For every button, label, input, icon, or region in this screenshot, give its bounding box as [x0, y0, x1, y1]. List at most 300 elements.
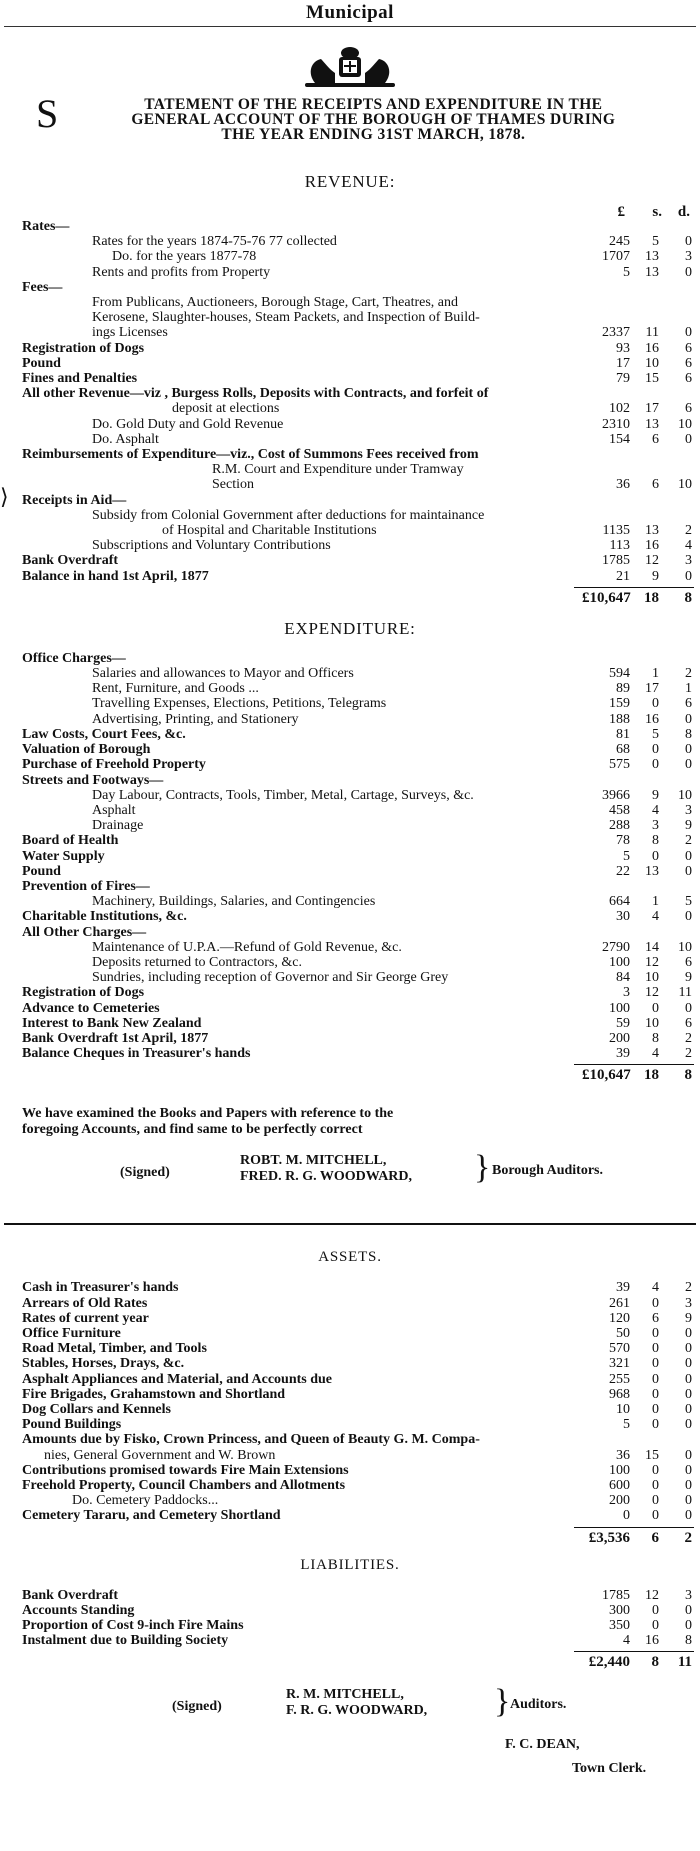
section-divider [4, 1223, 696, 1225]
expenditure-row [0, 712, 700, 727]
assets-amount-shillings: 15 [645, 1447, 659, 1463]
expenditure-row [0, 696, 700, 711]
expenditure-row [0, 757, 700, 772]
expenditure-row [0, 788, 700, 803]
assets-amount-pence: 0 [685, 1325, 692, 1341]
expenditure-row [0, 742, 700, 757]
assets-amount-shillings: 0 [652, 1295, 659, 1311]
expenditure-amount-pence: 6 [685, 1015, 692, 1031]
assets-row [0, 1326, 700, 1341]
expenditure-row-label: Maintenance of U.P.A.—Refund of Gold Revenue, &c. [92, 939, 402, 955]
expenditure-amount-shillings: 12 [645, 985, 659, 1001]
assets-amount-pounds: 255 [609, 1371, 630, 1387]
liabilities-amount-shillings: 16 [645, 1633, 659, 1649]
liabilities-amount-pence: 0 [685, 1602, 692, 1618]
expenditure-amount-pounds: 664 [609, 894, 630, 910]
expenditure-amount-pence: 2 [685, 1030, 692, 1046]
expenditure-amount-pounds: 30 [616, 909, 630, 925]
assets-amount-pounds: 321 [609, 1356, 630, 1372]
revenue-row [0, 280, 700, 295]
auditor-name-1: ROBT. M. MITCHELL, [240, 1153, 387, 1169]
assets-amount-pounds: 600 [609, 1478, 630, 1493]
expenditure-amount-pence: 0 [685, 742, 692, 758]
assets-row-label: nies, General Government and W. Brown [44, 1447, 276, 1463]
revenue-row [0, 325, 700, 340]
expenditure-row [0, 818, 700, 833]
assets-amount-shillings: 0 [652, 1493, 659, 1509]
expenditure-amount-shillings: 0 [652, 742, 659, 758]
expenditure-row-amount [582, 910, 692, 925]
expenditure-row-label: Deposits returned to Contractors, &c. [92, 954, 302, 970]
liabilities-amount-pence: 8 [685, 1633, 692, 1649]
liabilities-row [0, 1618, 700, 1633]
assets-amount-shillings: 0 [652, 1508, 659, 1524]
revenue-amount-pence: 0 [685, 568, 692, 584]
assets-row [0, 1341, 700, 1356]
expenditure-row [0, 955, 700, 970]
revenue-row [0, 538, 700, 553]
assets-total-pence: 2 [684, 1529, 692, 1546]
expenditure-amount-pounds: 575 [609, 757, 630, 773]
revenue-row [0, 447, 700, 462]
revenue-row-label: Pound [22, 355, 61, 371]
assets-amount-pence: 0 [685, 1371, 692, 1387]
expenditure-amount-pounds: 458 [609, 802, 630, 818]
assets-amount-pence: 0 [685, 1462, 692, 1478]
assets-amount-pounds: 0 [623, 1508, 630, 1524]
expenditure-amount-shillings: 1 [652, 666, 659, 682]
expenditure-amount-pounds: 3966 [602, 787, 630, 803]
expenditure-row-label: Rent, Furniture, and Goods ... [92, 681, 259, 697]
margin-bracket-icon: ⟩ [0, 483, 9, 509]
liabilities-amount-pounds: 4 [623, 1633, 630, 1649]
revenue-row-label: R.M. Court and Expenditure under Tramway [212, 462, 464, 478]
liabilities-amount-shillings: 0 [652, 1618, 659, 1634]
expenditure-amount-shillings: 10 [645, 970, 659, 986]
assets-row-label: Pound Buildings [22, 1417, 122, 1433]
assets-amount-pence: 2 [685, 1280, 692, 1296]
liabilities-heading: LIABILITIES. [300, 1556, 400, 1573]
clerk-name: F. C. DEAN, [505, 1737, 580, 1753]
revenue-row-amount [582, 554, 692, 569]
revenue-amount-shillings: 13 [645, 249, 659, 265]
expenditure-row-label: Sundries, including reception of Governor and Sir George Grey [92, 970, 449, 986]
revenue-amount-shillings: 13 [645, 523, 659, 539]
expenditure-row-amount [582, 803, 692, 818]
assets-amount-pence: 0 [685, 1341, 692, 1357]
assets-row-amount [582, 1357, 692, 1372]
revenue-amount-shillings: 5 [652, 234, 659, 250]
expenditure-amount-pence: 0 [685, 909, 692, 925]
revenue-row [0, 234, 700, 249]
auditors-signature-block [0, 1149, 700, 1193]
revenue-amount-pounds: 5 [623, 264, 630, 280]
revenue-row-label: Receipts in Aid— [22, 492, 127, 508]
signed-label: (Signed) [120, 1165, 170, 1181]
revenue-amount-pence: 10 [678, 416, 692, 432]
expenditure-amount-shillings: 14 [645, 939, 659, 955]
revenue-row-amount [582, 371, 692, 386]
expenditure-amount-pence: 0 [685, 757, 692, 773]
expenditure-row-amount [582, 697, 692, 712]
assets-row-label: Stables, Horses, Drays, &c. [22, 1356, 185, 1372]
assets-row-label: Amounts due by Fisko, Crown Princess, and Queen of Beauty G. M. Compa- [22, 1432, 480, 1448]
liabilities-row-amount [582, 1603, 692, 1618]
expenditure-row-label: Purchase of Freehold Property [22, 757, 206, 773]
brace-icon: } [474, 1149, 491, 1187]
liabilities-row-label: Accounts Standing [22, 1602, 135, 1618]
expenditure-row-label: Bank Overdraft 1st April, 1877 [22, 1030, 209, 1046]
expenditure-row-amount [582, 834, 692, 849]
liabilities-total-pounds: £2,440 [588, 1654, 630, 1671]
revenue-row-label: Fines and Penalties [22, 371, 138, 387]
expenditure-amount-pounds: 89 [616, 681, 630, 697]
revenue-amount-pence: 0 [685, 264, 692, 280]
expenditure-row [0, 1046, 700, 1061]
expenditure-row-amount [582, 940, 692, 955]
expenditure-row [0, 1031, 700, 1046]
expenditure-row-amount [582, 955, 692, 970]
revenue-amount-pence: 4 [685, 538, 692, 554]
assets-row [0, 1311, 700, 1326]
pounds-symbol: £ [617, 204, 625, 220]
assets-row [0, 1280, 700, 1295]
revenue-row [0, 553, 700, 568]
expenditure-row-label: Travelling Expenses, Elections, Petitions, Telegrams [92, 696, 387, 712]
expenditure-row-label: Day Labour, Contracts, Tools, Timber, Metal, Cartage, Surveys, &c. [92, 787, 474, 803]
revenue-row [0, 523, 700, 538]
revenue-row-label: Do. Gold Duty and Gold Revenue [92, 416, 284, 432]
section-header: Municipal [306, 2, 394, 23]
revenue-row-amount [582, 523, 692, 538]
revenue-row [0, 417, 700, 432]
expenditure-row-amount [582, 864, 692, 879]
expenditure-amount-pence: 8 [685, 726, 692, 742]
liabilities-amount-shillings: 12 [645, 1587, 659, 1603]
assets-amount-pounds: 100 [609, 1462, 630, 1478]
liabilities-row-amount [582, 1588, 692, 1603]
audit-note: We have examined the Books and Papers with reference to the foregoing Accounts, and find same to be perfectly correct [22, 1106, 394, 1137]
expenditure-row [0, 864, 700, 879]
revenue-row [0, 219, 700, 234]
assets-row [0, 1417, 700, 1432]
revenue-row-label: Fees— [22, 279, 63, 295]
expenditure-amount-pence: 6 [685, 954, 692, 970]
revenue-amount-pounds: 79 [616, 371, 630, 387]
pence-symbol: d. [677, 204, 690, 220]
liabilities-total [0, 1651, 700, 1675]
liabilities-total-shillings: 8 [651, 1654, 659, 1671]
expenditure-row-label: All Other Charges— [22, 924, 147, 940]
expenditure-amount-shillings: 0 [652, 1000, 659, 1016]
assets-row-label: Do. Cemetery Paddocks... [72, 1493, 219, 1509]
assets-amount-pounds: 5 [623, 1417, 630, 1433]
liabilities-row-label: Instalment due to Building Society [22, 1633, 229, 1649]
assets-row-amount [582, 1493, 692, 1508]
expenditure-amount-pounds: 3 [623, 985, 630, 1001]
assets-amount-pence: 0 [685, 1356, 692, 1372]
expenditure-row-amount [582, 1001, 692, 1016]
assets-row-amount [582, 1463, 692, 1478]
assets-row-label: Rates of current year [22, 1310, 149, 1326]
expenditure-amount-pence: 9 [685, 970, 692, 986]
expenditure-amount-pounds: 78 [616, 833, 630, 849]
clerk-title: Town Clerk. [572, 1761, 647, 1777]
revenue-amount-pounds: 154 [609, 431, 630, 447]
expenditure-amount-shillings: 12 [645, 954, 659, 970]
expenditure-amount-pounds: 288 [609, 818, 630, 834]
expenditure-amount-shillings: 4 [652, 802, 659, 818]
revenue-row-amount [582, 569, 692, 584]
revenue-amount-pence: 6 [685, 340, 692, 356]
revenue-row-label: Kerosene, Slaughter-houses, Steam Packets, and Inspection of Build- [92, 310, 480, 326]
liabilities-row-label: Bank Overdraft [22, 1587, 119, 1603]
revenue-row-amount [582, 356, 692, 371]
expenditure-row-label: Prevention of Fires— [22, 878, 150, 894]
revenue-row-label: Section [212, 477, 254, 493]
expenditure-amount-pence: 0 [685, 863, 692, 879]
expenditure-amount-shillings: 1 [652, 894, 659, 910]
assets-row [0, 1448, 700, 1463]
expenditure-row-label: Advertising, Printing, and Stationery [92, 711, 299, 727]
expenditure-row [0, 849, 700, 864]
assets-amount-pence: 0 [685, 1508, 692, 1524]
expenditure-amount-pence: 2 [685, 1046, 692, 1062]
revenue-amount-pence: 3 [685, 553, 692, 569]
revenue-row-label: of Hospital and Charitable Institutions [162, 523, 377, 539]
revenue-amount-pence: 6 [685, 355, 692, 371]
expenditure-amount-pounds: 594 [609, 666, 630, 682]
town-clerk-block [0, 1737, 700, 1783]
revenue-row-amount [582, 234, 692, 249]
assets-row-amount [582, 1341, 692, 1356]
liabilities-row-amount [582, 1633, 692, 1648]
expenditure-row [0, 773, 700, 788]
expenditure-total [0, 1064, 700, 1088]
revenue-row-amount [582, 417, 692, 432]
revenue-amount-pounds: 1707 [602, 249, 630, 265]
expenditure-amount-pence: 0 [685, 711, 692, 727]
revenue-row-label: Do. for the years 1877-78 [112, 249, 257, 265]
assets-amount-shillings: 0 [652, 1356, 659, 1372]
expenditure-row-amount [582, 1046, 692, 1061]
assets-table [0, 1280, 700, 1523]
expenditure-row [0, 925, 700, 940]
expenditure-row [0, 970, 700, 985]
expenditure-row-label: Machinery, Buildings, Salaries, and Contingencies [92, 894, 376, 910]
auditor-2-name-1: R. M. MITCHELL, [286, 1687, 404, 1703]
expenditure-amount-pounds: 22 [616, 863, 630, 879]
liabilities-row-amount [582, 1618, 692, 1633]
liabilities-total-pence: 11 [677, 1654, 692, 1671]
expenditure-row-label: Balance Cheques in Treasurer's hands [22, 1046, 251, 1062]
revenue-row-label: Rates for the years 1874-75-76 77 collected [92, 234, 337, 250]
assets-row-amount [582, 1448, 692, 1463]
expenditure-row [0, 651, 700, 666]
revenue-row-label: Balance in hand 1st April, 1877 [22, 568, 209, 584]
title-dropcap: S [36, 91, 59, 136]
assets-amount-shillings: 0 [652, 1417, 659, 1433]
assets-row-amount [582, 1281, 692, 1296]
title-line-1: TATEMENT OF THE RECEIPTS AND EXPENDITURE IN THE [144, 96, 603, 113]
revenue-amount-pence: 10 [678, 477, 692, 493]
assets-amount-pounds: 39 [616, 1280, 630, 1296]
revenue-row [0, 249, 700, 264]
assets-amount-shillings: 0 [652, 1462, 659, 1478]
revenue-table [0, 219, 700, 584]
liabilities-row [0, 1633, 700, 1648]
expenditure-amount-pence: 3 [685, 802, 692, 818]
expenditure-row-amount [582, 681, 692, 696]
revenue-row [0, 432, 700, 447]
expenditure-amount-pounds: 68 [616, 742, 630, 758]
revenue-row [0, 356, 700, 371]
auditor-name-2: FRED. R. G. WOODWARD, [240, 1169, 413, 1185]
expenditure-amount-shillings: 16 [645, 711, 659, 727]
expenditure-total-pence: 8 [684, 1067, 692, 1084]
assets-row-label: Asphalt Appliances and Material, and Accounts due [22, 1371, 332, 1387]
expenditure-amount-shillings: 17 [645, 681, 659, 697]
revenue-amount-pence: 0 [685, 234, 692, 250]
revenue-amount-pounds: 93 [616, 340, 630, 356]
assets-row-amount [582, 1402, 692, 1417]
revenue-row-label: Bank Overdraft [22, 553, 119, 569]
revenue-amount-shillings: 15 [645, 371, 659, 387]
revenue-row-amount [582, 326, 692, 341]
expenditure-row-label: Office Charges— [22, 650, 126, 666]
assets-row [0, 1478, 700, 1493]
expenditure-total-pounds: £10,647 [582, 1067, 631, 1084]
revenue-amount-pounds: 245 [609, 234, 630, 250]
liabilities-amount-pounds: 1785 [602, 1587, 630, 1603]
revenue-amount-pence: 3 [685, 249, 692, 265]
header-rule [4, 26, 696, 27]
expenditure-amount-pounds: 81 [616, 726, 630, 742]
expenditure-row [0, 909, 700, 924]
revenue-amount-shillings: 16 [645, 538, 659, 554]
currency-header [0, 204, 700, 219]
revenue-amount-pounds: 1785 [602, 553, 630, 569]
assets-amount-pounds: 10 [616, 1401, 630, 1417]
revenue-amount-pence: 0 [685, 325, 692, 341]
revenue-row [0, 341, 700, 356]
revenue-row-label: From Publicans, Auctioneers, Borough Stage, Cart, Theatres, and [92, 295, 459, 311]
assets-row-label: Dog Collars and Kennels [22, 1401, 171, 1417]
assets-amount-pence: 0 [685, 1417, 692, 1433]
expenditure-amount-pence: 10 [678, 787, 692, 803]
liabilities-amount-pence: 3 [685, 1587, 692, 1603]
revenue-row-label: Rents and profits from Property [92, 264, 271, 280]
revenue-amount-shillings: 16 [645, 340, 659, 356]
liabilities-amount-pounds: 300 [609, 1602, 630, 1618]
revenue-amount-shillings: 11 [645, 325, 659, 341]
revenue-total [0, 587, 700, 611]
expenditure-amount-shillings: 8 [652, 1030, 659, 1046]
expenditure-amount-shillings: 4 [652, 1046, 659, 1062]
expenditure-row [0, 681, 700, 696]
assets-row-amount [582, 1326, 692, 1341]
revenue-row-label: ings Licenses [92, 325, 168, 341]
expenditure-row-amount [582, 727, 692, 742]
assets-amount-pence: 0 [685, 1447, 692, 1463]
liabilities-row-label: Proportion of Cost 9-inch Fire Mains [22, 1618, 244, 1634]
assets-amount-pence: 0 [685, 1493, 692, 1509]
revenue-amount-pounds: 36 [616, 477, 630, 493]
revenue-row-amount [582, 478, 692, 493]
expenditure-row-label: Drainage [92, 818, 144, 834]
expenditure-amount-pounds: 5 [623, 848, 630, 864]
assets-amount-shillings: 0 [652, 1386, 659, 1402]
assets-amount-shillings: 4 [652, 1280, 659, 1296]
expenditure-amount-pounds: 200 [609, 1030, 630, 1046]
expenditure-amount-pounds: 39 [616, 1046, 630, 1062]
statement-title [14, 91, 686, 143]
expenditure-row-label: Salaries and allowances to Mayor and Officers [92, 666, 354, 682]
expenditure-row-label: Asphalt [92, 802, 136, 818]
revenue-row [0, 508, 700, 523]
assets-row-label: Cemetery Tararu, and Cemetery Shortland [22, 1508, 281, 1524]
expenditure-row-amount [582, 849, 692, 864]
assets-amount-shillings: 6 [652, 1310, 659, 1326]
expenditure-amount-pounds: 100 [609, 1000, 630, 1016]
expenditure-row-label: Registration of Dogs [22, 985, 145, 1001]
assets-amount-pounds: 261 [609, 1295, 630, 1311]
expenditure-amount-shillings: 9 [652, 787, 659, 803]
expenditure-row-label: Water Supply [22, 848, 105, 864]
auditor-role: Borough Auditors. [492, 1163, 603, 1179]
assets-amount-shillings: 0 [652, 1341, 659, 1357]
assets-row-amount [582, 1372, 692, 1387]
revenue-row [0, 477, 700, 492]
expenditure-amount-shillings: 10 [645, 1015, 659, 1031]
revenue-heading: REVENUE: [304, 172, 396, 191]
expenditure-row-label: Charitable Institutions, &c. [22, 909, 187, 925]
expenditure-amount-shillings: 0 [652, 696, 659, 712]
expenditure-row [0, 879, 700, 894]
revenue-amount-pounds: 102 [609, 401, 630, 417]
expenditure-amount-shillings: 13 [645, 863, 659, 879]
assets-amount-pence: 3 [685, 1295, 692, 1311]
expenditure-row-label: Law Costs, Court Fees, &c. [22, 726, 186, 742]
expenditure-row-label: Pound [22, 863, 61, 879]
title-line-2: GENERAL ACCOUNT OF THE BOROUGH OF THAMES DURING [131, 111, 616, 128]
revenue-row-amount [582, 402, 692, 417]
assets-amount-pence: 9 [685, 1310, 692, 1326]
expenditure-row-label: Advance to Cemeteries [22, 1000, 160, 1016]
expenditure-row-amount [582, 742, 692, 757]
expenditure-amount-pence: 10 [678, 939, 692, 955]
expenditure-row-amount [582, 758, 692, 773]
expenditure-amount-pence: 0 [685, 848, 692, 864]
revenue-amount-shillings: 6 [652, 477, 659, 493]
expenditure-amount-shillings: 0 [652, 848, 659, 864]
assets-amount-pounds: 36 [616, 1447, 630, 1463]
expenditure-amount-pence: 5 [685, 894, 692, 910]
revenue-amount-pence: 6 [685, 371, 692, 387]
expenditure-amount-pounds: 84 [616, 970, 630, 986]
expenditure-amount-pounds: 188 [609, 711, 630, 727]
revenue-row [0, 401, 700, 416]
revenue-row-amount [582, 250, 692, 265]
assets-amount-shillings: 0 [652, 1401, 659, 1417]
shillings-symbol: s. [652, 204, 662, 220]
assets-row-amount [582, 1387, 692, 1402]
revenue-amount-pence: 6 [685, 401, 692, 417]
revenue-row-amount [582, 538, 692, 553]
expenditure-amount-pounds: 59 [616, 1015, 630, 1031]
expenditure-row-amount [582, 818, 692, 833]
revenue-amount-pence: 0 [685, 431, 692, 447]
